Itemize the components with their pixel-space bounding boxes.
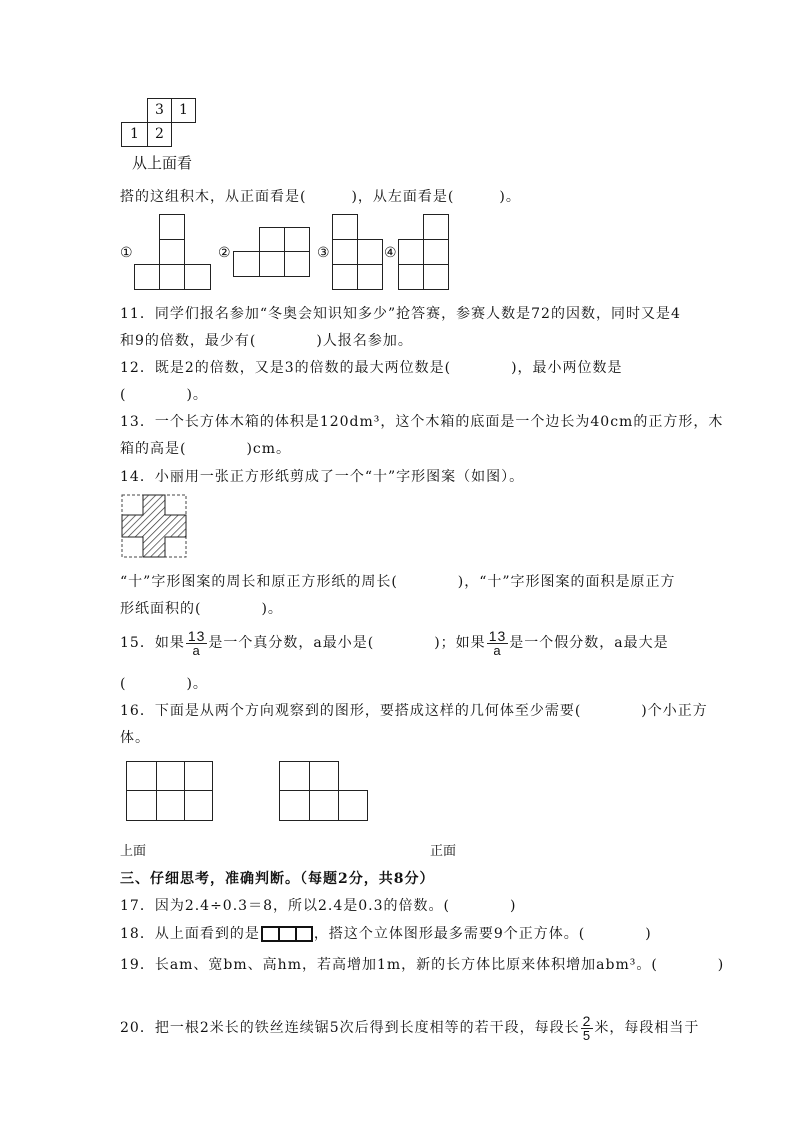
option-2-square: [284, 251, 310, 277]
top-view-square: [184, 790, 213, 821]
q16-line2: 体。: [120, 730, 150, 746]
option-1-label: ①: [120, 245, 133, 261]
front-view-square: [279, 790, 310, 821]
grid-cell: 1: [171, 98, 196, 123]
q18-after: ，搭这个立体图形最多需要9个正方体。( ): [313, 926, 652, 942]
front-view-square: [279, 761, 310, 791]
front-view-square: [309, 761, 339, 791]
q13-line1: 13．一个长方体木箱的体积是120dm³，这个木箱的底面是一个边长为40cm的正方形，木: [120, 414, 724, 430]
section-3-title: 三、仔细思考，准确判断。（每题2分，共8分）: [120, 871, 435, 887]
grid-cell: 2: [147, 122, 172, 147]
q11-line2: 和9的倍数，最少有( )人报名参加。: [120, 333, 413, 349]
q13-line2: 箱的高是( )cm。: [120, 441, 292, 457]
option-2-square: [233, 251, 260, 277]
q11-line1: 11．同学们报名参加“冬奥会知识知多少”抢答赛，参赛人数是72的因数，同时又是4: [120, 306, 681, 322]
front-view-square: [309, 790, 339, 821]
q15-mid2: 是一个假分数，a最大是: [509, 635, 669, 651]
top-view-square: [126, 761, 157, 791]
q14-line1: 14．小丽用一张正方形纸剪成了一个“十”字形图案（如图）。: [120, 469, 525, 485]
option-1-square: [134, 264, 160, 290]
q15-prefix: 15．如果: [120, 635, 185, 651]
option-2-square: [259, 227, 285, 252]
option-4-square: [423, 239, 449, 265]
option-4-square: [398, 239, 424, 265]
option-3-square: [332, 239, 358, 265]
q12-line1: 12．既是2的倍数，又是3的倍数的最大两位数是( )，最小两位数是: [120, 360, 623, 376]
q18-line: [120, 923, 652, 943]
fraction: [186, 629, 208, 657]
top-view-square: [156, 790, 185, 821]
option-2-label: ②: [218, 245, 231, 261]
q15-line1: [120, 625, 669, 661]
option-1-square: [184, 264, 211, 290]
option-1-square: [159, 214, 185, 240]
cross-shape-figure: [121, 494, 187, 558]
fraction: [581, 1014, 594, 1042]
q19-text: 19．长am、宽bm、高hm，若高增加1m，新的长方体比原来体积增加abm³。( ): [120, 957, 725, 973]
grid-cell: 3: [147, 98, 172, 123]
q14-line2: “十”字形图案的周长和原正方形纸的周长( )，“十”字形图案的面积是原正方: [120, 574, 676, 590]
three-squares-icon: [261, 926, 313, 942]
q17-text: 17．因为2.4÷0.3＝8，所以2.4是0.3的倍数。( ): [120, 898, 517, 914]
option-3-square: [332, 264, 358, 290]
option-4-square: [423, 264, 449, 290]
fraction-denominator: a: [493, 643, 502, 658]
option-4-label: ④: [384, 245, 397, 261]
q20-before: 20．把一根2米长的铁丝连续锯5次后得到长度相等的若干段，每段长: [120, 1020, 580, 1036]
q12-line2: ( )。: [120, 387, 208, 403]
option-3-label: ③: [317, 245, 330, 261]
fraction-numerator: 13: [488, 628, 507, 644]
q15-mid1: 是一个真分数，a最小是( )；如果: [208, 635, 486, 651]
q16-line1: 16．下面是从两个方向观察到的图形，要搭成这样的几何体至少需要( )个小正方: [120, 703, 708, 719]
q18-before: 18．从上面看到的是: [120, 926, 260, 942]
fraction-denominator: 5: [582, 1028, 592, 1043]
option-4-square: [423, 214, 449, 240]
q15-line2: ( )。: [120, 676, 208, 692]
fraction-numerator: 13: [187, 628, 206, 644]
option-4-square: [398, 264, 424, 290]
top-view-square: [184, 761, 213, 791]
q14-line3: 形纸面积的( )。: [120, 601, 283, 617]
top-view-caption: 从上面看: [132, 154, 193, 172]
q10-text: 搭的这组积木，从正面看是( )，从左面看是( )。: [120, 189, 521, 205]
option-1-square: [159, 239, 185, 265]
fraction: [487, 629, 509, 657]
option-2-square: [259, 251, 285, 277]
option-3-square: [357, 264, 383, 290]
fraction-numerator: 2: [582, 1013, 592, 1029]
front-view-square: [338, 790, 368, 821]
q16-label-top: 上面: [120, 844, 147, 859]
q20-line: [120, 1010, 699, 1046]
top-view-square: [126, 790, 157, 821]
option-2-square: [284, 227, 310, 252]
option-3-square: [332, 214, 358, 240]
q20-after: 米，每段相当于: [594, 1020, 700, 1036]
option-1-square: [159, 264, 185, 290]
fraction-denominator: a: [192, 643, 201, 658]
top-view-square: [156, 761, 185, 791]
q16-label-front: 正面: [430, 844, 457, 859]
option-3-square: [357, 239, 383, 265]
grid-cell: 1: [121, 122, 148, 147]
